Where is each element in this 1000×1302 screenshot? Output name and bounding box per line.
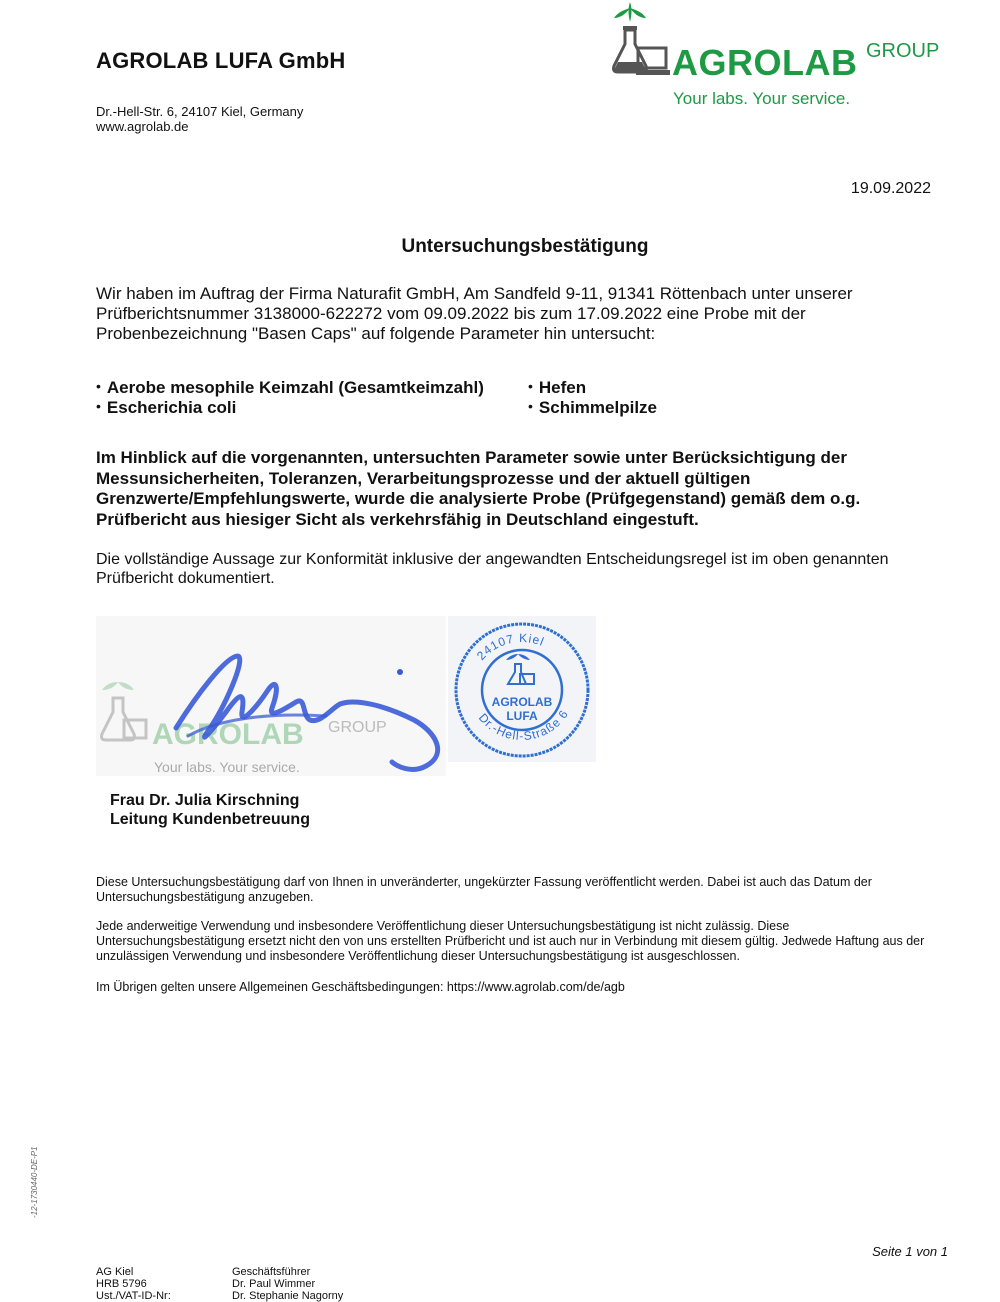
legal-note-publication: Diese Untersuchungsbestätigung darf von Ihnen in unveränderter, ungekürzter Fassung veröffentlicht werden. Dabei ist auch das Datum der Untersuchungsbestätigung anzugeben. [96,875,872,904]
document-title-row [0,236,1000,258]
logo-tagline: Your labs. Your service. [673,89,851,108]
bullet-icon: • [96,378,101,394]
address-line: Dr.-Hell-Str. 6, 24107 Kiel, Germany [96,104,304,119]
signer-block [110,791,310,829]
list-item: • Hefen [528,378,587,397]
company-stamp [448,616,596,762]
logo-group: GROUP [866,40,940,62]
legal-note-terms: Im Übrigen gelten unsere Allgemeinen Geschäftsbedingungen: https://www.agrolab.com/de/agb [96,980,625,994]
svg-text:LUFA: LUFA [506,709,538,723]
logo-wordmark: AGROLAB [672,42,858,83]
bullet-icon: • [528,378,533,394]
signature-graphic [96,616,446,776]
list-item: • Aerobe mesophile Keimzahl (Gesamtkeimzahl) [96,378,484,397]
svg-text:AGROLAB: AGROLAB [152,718,304,751]
company-address [96,104,303,134]
agrolab-logo [608,0,948,115]
footer-registry: AG Kiel HRB 5796 Ust./VAT-ID-Nr: [96,1266,171,1302]
legal-note-usage: Jede anderweitige Verwendung und insbesondere Veröffentlichung dieser Untersuchungsbestätigung ist nicht zulässig. Diese Untersuchungsbestätigung ersetzt nicht den von uns erstellten Prüfbericht und ist auch nur in Verbindung mit diesem gültig. Jedwede Haftung aus der unzulässigen Verwendung und insbesondere Veröffentlichung dieser Untersuchungsbestätigung ist ausgeschlossen. [96,919,925,963]
document-date: 19.09.2022 [850,180,931,197]
svg-text:GROUP: GROUP [328,719,387,736]
document-title: Untersuchungsbestätigung [401,236,649,257]
svg-text:AGROLAB: AGROLAB [491,695,553,709]
list-item: • Schimmelpilze [528,398,658,417]
conformity-note: Die vollständige Aussage zur Konformität inklusive der angewandten Entscheidungsregel ist im oben genannten Prüfbericht dokumentiert. [96,551,889,587]
bullet-icon: • [96,398,101,414]
assessment-statement: Im Hinblick auf die vorgenannten, untersuchten Parameter sowie unter Berücksichtigung der Messunsicherheiten, Toleranzen, Verarbeitungsprozesse und der aktuell gültigen Grenzwerte/Empfehlungswerte, wurde die analysierte Probe (Prüfgegenstand) gemäß dem o.g. Prüfbericht aus hiesiger Sicht als verkehrsfähig in Deutschland eingestuft. [96,448,861,529]
signer-name: Frau Dr. Julia Kirschning [110,792,300,809]
website-link[interactable]: www.agrolab.de [96,119,189,134]
svg-text:Dr.-Hell-Straße 6: Dr.-Hell-Straße 6 [475,706,572,744]
bullet-icon: • [528,398,533,414]
watermark-logo-icon [102,682,147,740]
company-name: AGROLAB LUFA GmbH [96,48,346,73]
page-number: Seite 1 von 1 [872,1244,948,1259]
stamp-graphic [448,616,596,762]
svg-text:24107 Kiel: 24107 Kiel [473,630,547,663]
flask-sprout-icon [608,0,672,80]
document-code: -12-1730440-DE-P1 [30,1146,39,1218]
signature-image [96,616,446,776]
svg-text:Your labs. Your service.: Your labs. Your service. [154,759,300,775]
stamp-flask-icon [506,654,534,684]
intro-paragraph: Wir haben im Auftrag der Firma Naturafit GmbH, Am Sandfeld 9-11, 91341 Röttenbach unter unserer Prüfberichtsnummer 3138000-622272 vom 09.09.2022 bis zum 17.09.2022 eine Probe mit der Probenbezeichnung "Basen Caps" auf folgende Parameter hin untersucht: [96,284,853,343]
list-item: • Escherichia coli [96,398,237,417]
footer-management: Geschäftsführer Dr. Paul Wimmer Dr. Stephanie Nagorny [232,1266,344,1302]
signer-role: Leitung Kundenbetreuung [110,811,310,828]
